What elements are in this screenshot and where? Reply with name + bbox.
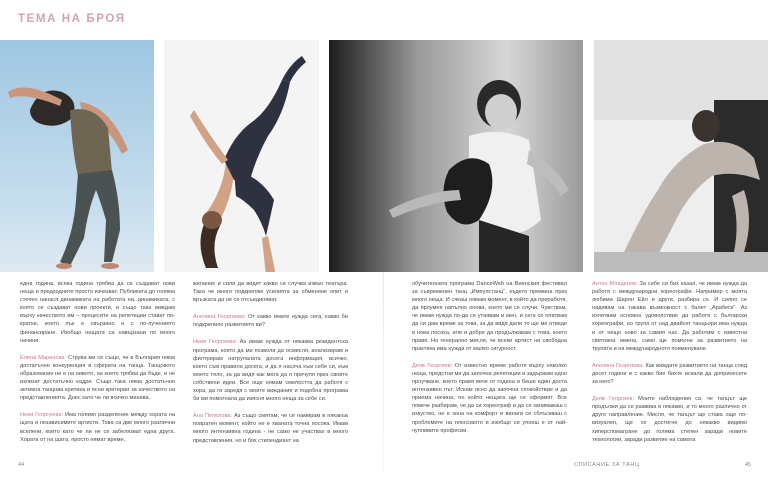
speaker-name: Деяв Георгиев: — [592, 396, 634, 403]
paragraph — [193, 412, 348, 444]
page-number-right: 45 — [745, 462, 752, 468]
paragraph-text: От какво имате нужда сега, какво би подкрепило развитието ви? — [193, 314, 348, 329]
speaker-name: Анелина Георгиева: — [193, 314, 246, 321]
section-title: ТЕМА НА БРОЯ — [18, 13, 126, 25]
paragraph — [20, 354, 175, 403]
paragraph — [193, 338, 348, 403]
paragraph — [193, 280, 348, 304]
speaker-name: Ана Пепелова: — [193, 413, 233, 420]
paragraph — [412, 362, 567, 435]
speaker-name: Неви Георгиева: — [193, 339, 237, 346]
page-number-left: 44 — [18, 462, 25, 468]
paragraph — [412, 280, 567, 353]
speaker-name: Анелина Георгиева: — [592, 362, 644, 369]
speaker-name: Антон Младенов: — [592, 281, 638, 287]
page-gutter — [383, 272, 384, 472]
paragraph-text: От известно време работя върху няколко неща, предстои ми да започна репетиции и задържам едно проучване, което правя вече от година и беше един доста интензивен път. Искам ясно да започна спокойствие и да приема начина, по който нещата ще се оформят. Все повече разбирам, че да си хореограф и да се занимаваш с изкуство, не е зона на комфорт и винаги се сблъскваш с проблемите на плюсовото и изобщо си упоеш е от най-чупливите професии. — [412, 362, 567, 434]
running-title: СПИСАНИЕ ЗА ТАНЦ — [574, 462, 640, 468]
text-column-4 — [592, 280, 747, 453]
paragraph-text: Моите наблюдения са, че танцът ще продължи да се развива в някакво, и то много различно от друго направление. Мисля, че танцът ще става още по-визуален, ще се достигне до някакво видимо хиперспомагране до голяма степен заради новите технологии, заради развитие на самата — [592, 396, 747, 443]
paragraph — [592, 362, 747, 386]
paragraph-text: Има голямо разделение между хората на щата и независимите артисти. Това са две много различни вселени, които като че ли не се забелязват една друга. Хората от на щата, просто нямат време, — [20, 412, 175, 443]
paragraph-text: Аз също смятам, че се намирам в някакъв повратен момент, който не е хваната точна посока. Имам много интензивна година - не само не участвах в много представления, но и бях стипендиант на — [193, 413, 348, 444]
paragraph — [20, 280, 175, 345]
dancer-photo-1 — [0, 40, 154, 272]
dancer-photo-2 — [164, 40, 319, 272]
paragraph — [20, 411, 175, 443]
paragraph-text: обучителната програма DanceWeb на Виенския фестивал за съвременен танц „Импулстанц“, където премина през много неща. И сякаш нямам момент, в който да преработя, да проумея напълно онова, което ми се случи. Чувствам, че имам нужда по-да се утаявам и мен, и сега се опитвам да си дам време за това, за да видя дали то ще ме отведе в нова посока, или и добре да продължавам с това, което правя. Но генерално мисля, че всеки артист на свободна практика има нужда от малко сигурност. — [412, 281, 567, 352]
paragraph-text: желание и сили да видят какво се случва извън театъра. Така че много подкрепям усилията за обменяне опит и връзката да не се отсъединяват. — [193, 281, 348, 304]
text-column-1 — [20, 280, 175, 453]
paragraph-text: За себе си бих казал, че имам нужда да работя с международни хореографи. Например с моята любима Шарон Ейл и други, разбира се. И силно се надявам на такава възможност с балет „Арабеск“. Аз изпитвам основно удоволствие да работя с български хореографи, но трупа от над двайсет танцьори има нужда и от нещо ново за самия нас. Да работим с известна световна имена, само ще помогне за развитието на трупата и на международното поименуване. — [592, 281, 747, 352]
speaker-name: Деяв Георгиев: — [412, 362, 453, 369]
paragraph — [592, 280, 747, 353]
dancer-photo-4 — [594, 40, 768, 272]
paragraph — [592, 395, 747, 444]
text-column-2 — [193, 280, 348, 454]
dancer-duet-photo — [329, 40, 583, 272]
paragraph-text: Как виждате развитието на танца след десет години и с какво бие бихте искали да допринесете за него? — [592, 362, 748, 386]
speaker-name: Елена Маринова: — [20, 354, 67, 361]
paragraph-text: Аз имам нужда от някаква резидентска програма, която да ми позволи да осмисля, анализирам и филтрирам натрупаната досега информация, всичко, което съм правила досега, и да я насоча към себе си, към моето тяло, за да видя как мога да я пречупя през своите собствени идеи. Все още нямам смелостта да работя с хора, да ги заредя с моите виждания и подобна програма би ми помогнала да изясня много неща за себе си. — [193, 339, 348, 403]
speaker-name: Неви Георгиева: — [20, 412, 64, 419]
text-column-3 — [412, 280, 567, 444]
paragraph — [193, 313, 348, 329]
paragraph-text: една година, всяка година трябва да се създават нови неща и предходните просто изчезват. Публиката до голяма степен нанася динамиката на работата ни, динамиката, с която се създават нови проекти, и също така виждам върху качеството им – процесите на репетиции стават по-кратки, което пък е свързано и с по-лучението финансиране. Изобщо нещата са навързани по много начини. — [20, 281, 175, 344]
paragraph-text: Струва ми се също, че в България няма достатъчно конкуренция в сферата на танца. Танцовото образование не е на нивото, на което трябва да бъде, и не излизат достатъчно кадри. Също така няма достатъчно активна танцова критика и ясни критерии за качеството на представленията. Днес като че ли всичко минава. — [20, 354, 175, 402]
